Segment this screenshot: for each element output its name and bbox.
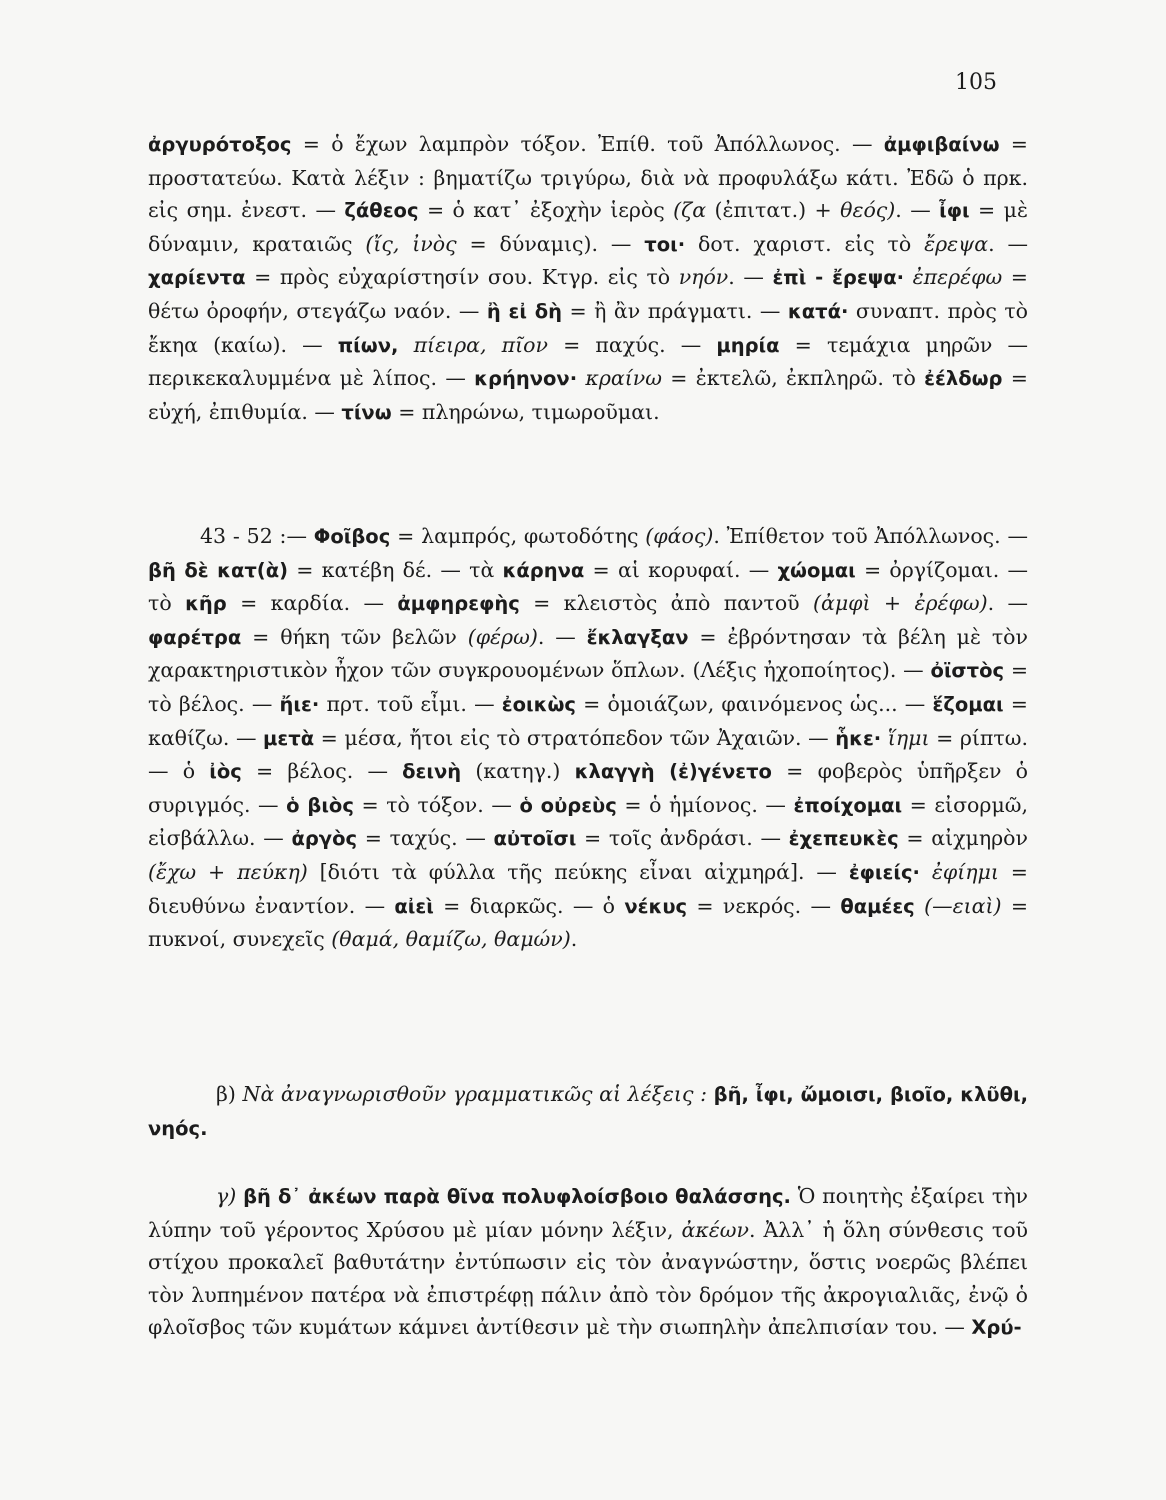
text-run: 43 - 52 :— bbox=[200, 524, 314, 548]
italic-text: ἔρεψα bbox=[924, 231, 989, 256]
text-run: = βέλος. — bbox=[241, 759, 403, 784]
text-run: [διότι τὰ φύλλα τῆς πεύκης εἶναι αἰχμηρά]. — bbox=[307, 859, 849, 884]
italic-text: πίειρα, πῖον bbox=[413, 332, 548, 357]
bold-term: ὁ βιὸς bbox=[286, 793, 354, 817]
bold-term: χαρίεντα bbox=[148, 266, 246, 290]
text-run: = τὸ τόξον. — bbox=[353, 792, 520, 817]
text-run: = τεμάχια μηρῶν — περικεκαλυμμένα μὲ λίπος. — bbox=[148, 332, 1028, 391]
text-run: συναπτ. πρὸς τὸ ἔκηα (καίω). — bbox=[148, 298, 1029, 357]
bold-term: ὁ οὐρεὺς bbox=[519, 793, 617, 817]
bold-term: νέκυς bbox=[624, 894, 688, 918]
text-run: = τὸ βέλος. — bbox=[148, 658, 1028, 716]
text-run: = προστατεύω. Κατὰ λέξιν : βηματίζω τριγύρω, διὰ νὰ προφυλάξω κάτι. Ἐδῶ ὁ πρκ. εἰς σημ. ἐνεστ. — bbox=[148, 132, 1028, 223]
text-run: . — bbox=[988, 231, 1028, 256]
italic-text: γ) bbox=[216, 1184, 237, 1208]
text-run: = ὁ κατ᾽ ἐξοχὴν ἱερὸς bbox=[418, 198, 674, 223]
text-run bbox=[915, 894, 924, 918]
bold-term: Φοῖβος bbox=[313, 525, 391, 548]
bold-term: ἐοικὼς bbox=[501, 692, 576, 716]
italic-text: Νὰ ἀναγνωρισθοῦν γραμματικῶς αἱ λέξεις : bbox=[242, 1082, 707, 1106]
text-run: = εἰσορμῶ, εἰσβάλλω. — bbox=[148, 792, 1029, 851]
bold-term: ἧκε· bbox=[835, 726, 882, 750]
italic-text: ἐφίημι bbox=[931, 859, 999, 884]
bold-term: αἰεὶ bbox=[394, 894, 434, 918]
text-run: = διαρκῶς. — ὁ bbox=[433, 893, 625, 918]
commentary-paragraph-1 bbox=[148, 128, 1028, 429]
bold-term: ἕζομαι bbox=[932, 692, 1004, 716]
bold-term: κάρηνα bbox=[502, 558, 585, 582]
text-run: . — bbox=[987, 591, 1028, 616]
text-run bbox=[398, 333, 413, 357]
text-run: = ὁμοιάζων, φαινόμενος ὡς... — bbox=[576, 691, 933, 716]
text-run: . Ἀλλ᾽ ἡ ὅλη σύνθεσις τοῦ στίχου προκαλεῖ βαθυτάτην ἐντύπωσιν εἰς τὸν ἀναγνώστην, ὅστις νοερῶς βλέπει τὸν λυπημένον πατέρα νὰ ἐπιστρέφῃ πάλιν ἀπὸ τὸν δρόμον τῆς ἀκρογιαλιᾶς, ἐνῷ ὁ φλοῖσβος τῶν κυμάτων κάμνει ἀντίθεσιν μὲ τὴν σιωπηλὴν ἀπελπισίαν του. — bbox=[148, 1217, 1028, 1340]
bold-term: ἐποίχομαι bbox=[793, 793, 903, 817]
text-run: = αἰχμηρὸν bbox=[898, 826, 1028, 851]
text-run: . — bbox=[728, 265, 773, 290]
text-run: = νεκρός. — bbox=[687, 893, 841, 918]
bold-term: ἶφι bbox=[939, 199, 970, 223]
text-run bbox=[920, 860, 932, 884]
bold-term: ἐφιείς· bbox=[848, 860, 920, 884]
text-run: πρτ. τοῦ εἶμι. — bbox=[319, 691, 502, 716]
text-run: . — bbox=[895, 198, 940, 223]
italic-text: (ἔχω + πεύκη) bbox=[148, 859, 308, 884]
text-run: = εὐχή, ἐπιθυμία. — bbox=[148, 366, 1028, 424]
bold-term: βῆ δ᾽ ἀκέων παρὰ θῖνα πολυφλοίσβοιο θαλάσσης. bbox=[243, 1185, 791, 1208]
bold-term: τίνω bbox=[341, 400, 392, 424]
italic-text: (φέρω) bbox=[467, 624, 538, 649]
bold-term: βῆ δὲ κατ(ὰ) bbox=[148, 558, 289, 582]
text-run: = πρὸς εὐχαρίστησίν σου. Κτγρ. εἰς τὸ bbox=[245, 265, 679, 290]
bold-term: ἀμφιβαίνω bbox=[883, 133, 1000, 156]
text-run: = ὀργίζομαι. — τὸ bbox=[148, 557, 1028, 616]
italic-text: ἵημι bbox=[887, 725, 930, 750]
bold-term: ἀργὸς bbox=[291, 827, 358, 851]
italic-text: (φάος) bbox=[645, 524, 714, 548]
text-run: = θήκη τῶν βελῶν bbox=[241, 624, 468, 649]
text-run: = λαμπρός, φωτοδότης bbox=[390, 524, 646, 548]
bold-term: ἐέλδωρ bbox=[924, 367, 1003, 391]
text-run: β) bbox=[216, 1082, 243, 1106]
text-run: = αἱ κορυφαί. — bbox=[584, 557, 778, 582]
bold-term: ἀργυρότοξος bbox=[148, 133, 292, 156]
text-run: (ἐπιτατ.) + bbox=[706, 198, 841, 223]
text-run: δοτ. χαριστ. εἰς τὸ bbox=[685, 231, 925, 256]
bold-term: κατά· bbox=[787, 299, 849, 323]
italic-text: (θαμά, θαμίζω, θαμών) bbox=[331, 927, 571, 952]
text-run: = πληρώνω, τιμωροῦμαι. bbox=[391, 399, 660, 424]
text-run bbox=[881, 726, 888, 750]
text-run: = δύναμις). — bbox=[456, 231, 645, 256]
bold-term: ἐπὶ - ἔρεψα· bbox=[772, 266, 905, 290]
text-run: = πυκνοί, συνεχεῖς bbox=[148, 893, 1029, 952]
text-run: = κατέβη δέ. — τὰ bbox=[288, 557, 503, 582]
bold-term: βῆ, ἶφι, ὤμοισι, βιοῖο, κλῦθι, νηός. bbox=[148, 1083, 1028, 1140]
text-run: Ὁ ποιητὴς ἐξαίρει τὴν λύπην τοῦ γέροντος Χρύσου μὲ μίαν μόνην λέξιν, bbox=[148, 1184, 1028, 1242]
text-run: = ρίπτω. — ὁ bbox=[148, 725, 1028, 784]
text-run: (κατηγ.) bbox=[461, 759, 575, 784]
text-run: . Ἐπίθετον τοῦ Ἀπόλλωνος. — bbox=[713, 524, 1028, 548]
text-run: = ἐκτελῶ, ἐκπληρῶ. τὸ bbox=[661, 366, 925, 391]
bold-term: ζάθεος bbox=[344, 199, 419, 223]
bold-term: μηρία bbox=[716, 333, 780, 357]
page-number: 105 bbox=[955, 70, 997, 95]
bold-term: θαμέες bbox=[840, 894, 915, 918]
text-run: . — bbox=[537, 624, 587, 649]
italic-text: ἀκέων bbox=[681, 1217, 749, 1242]
bold-term: ὀϊστὸς bbox=[930, 659, 1005, 683]
bold-term: κλαγγὴ (ἐ)γένετο bbox=[574, 760, 772, 784]
text-run: = ὁ ἡμίονος. — bbox=[616, 792, 794, 817]
exercise-b-paragraph bbox=[148, 1078, 1028, 1145]
bold-term: δεινὴ bbox=[402, 760, 462, 784]
commentary-paragraph-2 bbox=[148, 520, 1028, 956]
exercise-g-paragraph bbox=[148, 1180, 1028, 1345]
bold-term: χώομαι bbox=[777, 558, 856, 582]
bold-term: ἢ εἰ δὴ bbox=[486, 299, 562, 323]
bold-term: μετὰ bbox=[263, 726, 315, 750]
text-run: = μέσα, ἤτοι εἰς τὸ στρατόπεδον τῶν Ἀχαιῶν. — bbox=[314, 725, 836, 750]
italic-text: θεός) bbox=[840, 198, 896, 223]
bold-term: ἰὸς bbox=[209, 760, 242, 784]
text-run: = διευθύνω ἐναντίον. — bbox=[148, 859, 1028, 918]
text-run: = καρδία. — bbox=[226, 591, 398, 616]
bold-term: αὐτοῖσι bbox=[493, 827, 577, 851]
italic-text: κραίνω bbox=[585, 366, 662, 391]
bold-term: ἐχεπευκὲς bbox=[788, 827, 899, 851]
text-run: = τοῖς ἀνδράσι. — bbox=[576, 826, 789, 851]
italic-text: (—ειαὶ) bbox=[924, 893, 1002, 918]
text-run: = ἢ ἂν πράγματι. — bbox=[562, 298, 788, 323]
italic-text: νηόν bbox=[678, 265, 729, 290]
bold-term: ἤιε· bbox=[279, 692, 320, 716]
text-run: = ὁ ἔχων λαμπρὸν τόξον. Ἐπίθ. τοῦ Ἀπόλλωνος. — bbox=[291, 132, 884, 156]
text-run: = φοβερὸς ὑπῆρξεν ὁ συριγμός. — bbox=[148, 759, 1029, 817]
text-run: = μὲ δύναμιν, κραταιῶς bbox=[148, 198, 1028, 256]
italic-text: ἐπερέφω bbox=[912, 265, 1003, 290]
bold-term: ἔκλαγξαν bbox=[586, 625, 689, 649]
bold-term: φαρέτρα bbox=[148, 625, 242, 649]
bold-term: πίων, bbox=[337, 333, 399, 357]
text-run: = θέτω ὀροφήν, στεγάζω ναόν. — bbox=[148, 265, 1028, 323]
text-run: = καθίζω. — bbox=[148, 691, 1028, 750]
text-run bbox=[707, 1082, 714, 1106]
italic-text: (ἴς, ἰνὸς bbox=[365, 231, 457, 256]
bold-term: Χρύ- bbox=[971, 1316, 1022, 1340]
text-run: = ἐβρόντησαν τὰ βέλη μὲ τὸν χαρακτηριστικὸν ἦχον τῶν συγκρουομένων ὅπλων. (Λέξις ἠχοποίητος). — bbox=[148, 624, 1028, 683]
bold-term: κρήηνον· bbox=[474, 367, 578, 391]
bold-term: τοι· bbox=[644, 232, 686, 256]
bold-term: κῆρ bbox=[185, 592, 227, 616]
bold-term: ἀμφηρεφὴς bbox=[397, 592, 520, 616]
italic-text: (ζα bbox=[673, 198, 707, 223]
text-run bbox=[904, 265, 913, 289]
text-run: = ταχύς. — bbox=[357, 826, 494, 851]
text-run: = κλειστὸς ἀπὸ παντοῦ bbox=[519, 591, 813, 616]
text-run: = παχύς. — bbox=[547, 332, 717, 357]
italic-text: (ἀμφὶ + ἐρέφω) bbox=[813, 591, 988, 616]
text-run: . bbox=[570, 927, 578, 952]
